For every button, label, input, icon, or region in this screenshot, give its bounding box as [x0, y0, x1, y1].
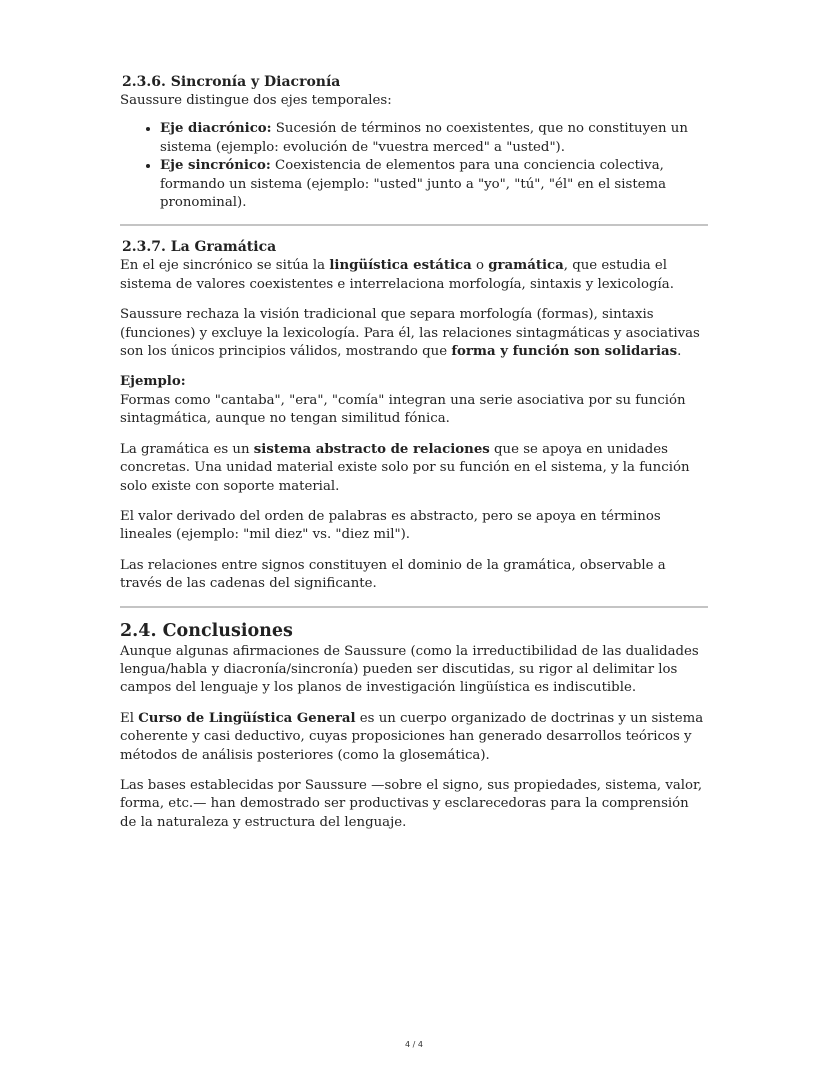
list-item	[160, 157, 708, 212]
bullet-list	[120, 120, 708, 212]
section-heading-gramatica: 2.3.7. La Gramática	[122, 239, 277, 256]
paragraph: Aunque algunas afirmaciones de Saussure (como la irreductibilidad de las dualidades lengua/habla y diacronía/sincronía) pueden ser discutidas, su rigor al delimitar los campos del lenguaje y los planos de investigación lingüística es indiscutible.	[120, 643, 699, 696]
list-item-term: Eje sincrónico:	[160, 158, 271, 174]
list-item	[160, 120, 708, 157]
section-heading-sincronia: 2.3.6. Sincronía y Diacronía	[122, 74, 341, 90]
paragraph: La gramática es un sistema abstracto de relaciones que se apoya en unidades concretas. Una unidad material existe solo por su función en el sistema, y la función solo existe con soporte material.	[120, 441, 690, 494]
list-item-text: Coexistencia de elementos para una conciencia colectiva, formando un sistema (ejemplo: "usted" junto a "yo", "tú", "él" en el sistema pronominal).	[160, 158, 667, 211]
list-item-term: Eje diacrónico:	[160, 121, 272, 137]
section-heading-conclusiones: 2.4. Conclusiones	[120, 620, 293, 641]
page-content	[120, 73, 708, 832]
example-label: Ejemplo:	[120, 374, 186, 390]
paragraph: Las relaciones entre signos constituyen el dominio de la gramática, observable a través de las cadenas del significante.	[120, 557, 666, 592]
paragraph: Saussure distingue dos ejes temporales:	[120, 93, 392, 108]
paragraph: Las bases establecidas por Saussure —sobre el signo, sus propiedades, sistema, valor, forma, etc.— han demostrado ser productivas y esclarecedoras para la comprensión de la naturaleza y estructura del lenguaje.	[120, 777, 703, 830]
paragraph: En el eje sincrónico se sitúa la lingüística estática o gramática, que estudia el sistema de valores coexistentes e interrelaciona morfología, sintaxis y lexicología.	[120, 258, 674, 292]
paragraph: El valor derivado del orden de palabras es abstracto, pero se apoya en términos lineales (ejemplo: "mil diez" vs. "diez mil").	[120, 508, 661, 543]
section-divider	[120, 224, 708, 226]
list-item-text: Sucesión de términos no coexistentes, que no constituyen un sistema (ejemplo: evolución de "vuestra merced" a "usted").	[160, 121, 688, 155]
example-text: Formas como "cantaba", "era", "comía" integran una serie asociativa por su función sintagmática, aunque no tengan similitud fónica.	[120, 392, 686, 427]
section-divider	[120, 606, 708, 608]
paragraph: El Curso de Lingüística General es un cuerpo organizado de doctrinas y un sistema coherente y casi deductivo, cuyas proposiciones han generado desarrollos teóricos y métodos de análisis posteriores (como la glosemática).	[120, 710, 704, 763]
page-number: 4 / 4	[405, 1040, 423, 1049]
paragraph: Saussure rechaza la visión tradicional que separa morfología (formas), sintaxis (funciones) y excluye la lexicología. Para él, las relaciones sintagmáticas y asociativas son los únicos principios válidos, mostrando que forma y función son solidarias.	[120, 307, 700, 360]
